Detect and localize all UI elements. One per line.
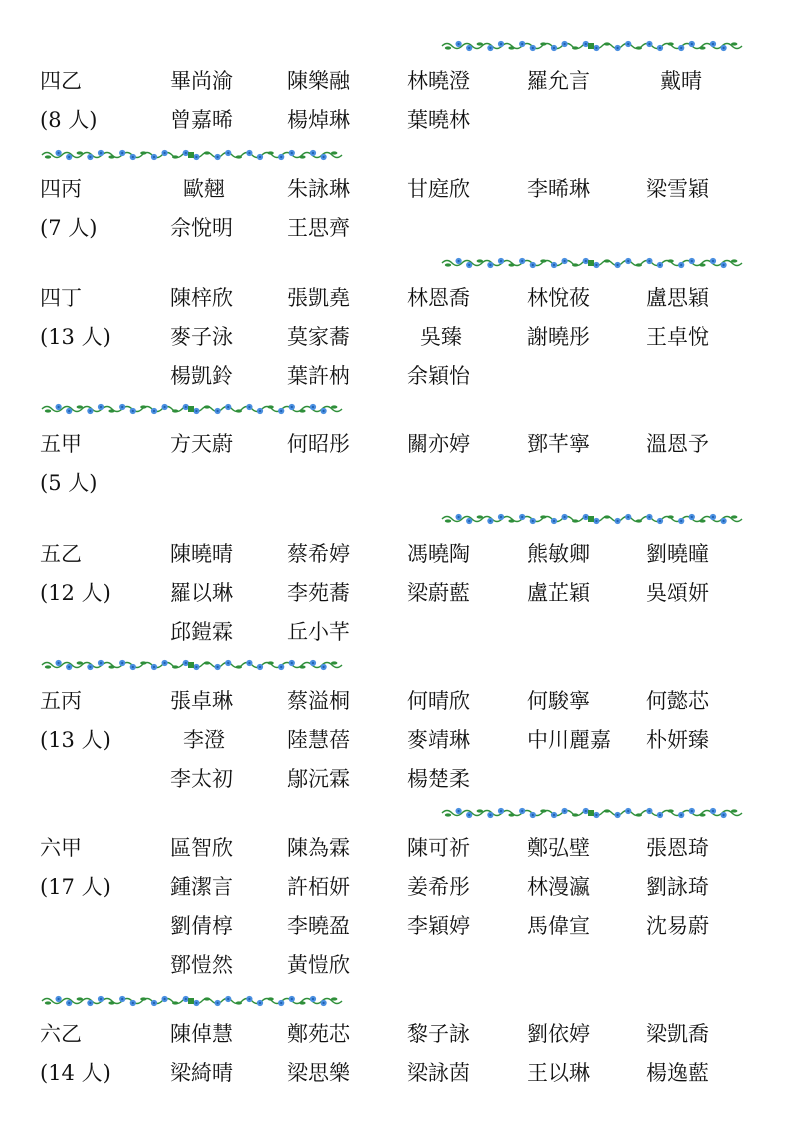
student-name: 丘小芊 bbox=[287, 620, 350, 644]
student-name: 林曉澄 bbox=[407, 69, 470, 93]
name-row bbox=[0, 1058, 800, 1088]
student-count: (12 人) bbox=[40, 581, 111, 605]
student-name: 羅以琳 bbox=[170, 581, 233, 605]
student-name: 鄔沅霖 bbox=[287, 767, 350, 791]
student-name: 麥靖琳 bbox=[407, 728, 470, 752]
name-row bbox=[0, 617, 800, 647]
student-name: 朱詠琳 bbox=[287, 177, 350, 201]
floral-vine-divider-icon bbox=[40, 657, 345, 673]
student-name: 謝曉彤 bbox=[527, 325, 590, 349]
name-row bbox=[0, 283, 800, 313]
name-row bbox=[0, 764, 800, 794]
student-name: 劉倩椁 bbox=[170, 914, 233, 938]
student-name: 黎子詠 bbox=[407, 1022, 470, 1046]
student-name: 王卓悅 bbox=[646, 325, 709, 349]
student-name: 鍾潔言 bbox=[170, 875, 233, 899]
student-name: 王以琳 bbox=[527, 1061, 590, 1085]
student-name: 劉依婷 bbox=[527, 1022, 590, 1046]
student-name: 鄭弘壁 bbox=[527, 836, 590, 860]
student-name: 梁詠茵 bbox=[407, 1061, 470, 1085]
student-name: 姜希彤 bbox=[407, 875, 470, 899]
name-row bbox=[0, 213, 800, 243]
student-name: 劉曉曈 bbox=[646, 542, 709, 566]
student-name: 畢尚渝 bbox=[170, 69, 233, 93]
student-name: 陸慧蓓 bbox=[287, 728, 350, 752]
student-name: 黃愷欣 bbox=[287, 953, 350, 977]
class-name: 五丙 bbox=[40, 689, 82, 713]
student-name: 羅允言 bbox=[527, 69, 590, 93]
student-name: 盧思穎 bbox=[646, 286, 709, 310]
name-row bbox=[0, 322, 800, 352]
student-count: (13 人) bbox=[40, 728, 111, 752]
student-name: 李太初 bbox=[170, 767, 233, 791]
student-count: (8 人) bbox=[40, 108, 98, 132]
student-name: 溫恩予 bbox=[646, 432, 709, 456]
student-count: (14 人) bbox=[40, 1061, 111, 1085]
student-name: 吳頌妍 bbox=[646, 581, 709, 605]
student-name: 方天蔚 bbox=[170, 432, 233, 456]
class-name: 六甲 bbox=[40, 836, 82, 860]
student-name: 邱鎧霖 bbox=[170, 620, 233, 644]
floral-vine-divider-icon bbox=[440, 38, 745, 54]
student-name: 楊楚柔 bbox=[407, 767, 470, 791]
student-name: 麥子泳 bbox=[170, 325, 233, 349]
student-name: 戴晴 bbox=[660, 69, 702, 93]
student-name: 鄧愷然 bbox=[170, 953, 233, 977]
student-name: 張恩琦 bbox=[646, 836, 709, 860]
student-name: 區智欣 bbox=[170, 836, 233, 860]
student-name: 許栢妍 bbox=[287, 875, 350, 899]
name-row bbox=[0, 429, 800, 459]
student-name: 吳臻 bbox=[420, 325, 462, 349]
name-row bbox=[0, 725, 800, 755]
student-name: 甘庭欣 bbox=[407, 177, 470, 201]
name-row bbox=[0, 539, 800, 569]
class-name: 五乙 bbox=[40, 542, 82, 566]
floral-vine-divider-icon bbox=[40, 993, 345, 1009]
student-name: 陳可祈 bbox=[407, 836, 470, 860]
student-name: 楊焯琳 bbox=[287, 108, 350, 132]
student-name: 陳樂融 bbox=[287, 69, 350, 93]
student-name: 朴妍臻 bbox=[646, 728, 709, 752]
student-name: 莫家蕎 bbox=[287, 325, 350, 349]
name-row bbox=[0, 468, 800, 498]
student-name: 梁綺晴 bbox=[170, 1061, 233, 1085]
student-name: 何懿芯 bbox=[646, 689, 709, 713]
student-name: 劉詠琦 bbox=[646, 875, 709, 899]
student-name: 曾嘉晞 bbox=[170, 108, 233, 132]
name-row bbox=[0, 833, 800, 863]
student-name: 李苑蕎 bbox=[287, 581, 350, 605]
student-name: 張凱堯 bbox=[287, 286, 350, 310]
student-name: 葉許枘 bbox=[287, 364, 350, 388]
class-name: 四乙 bbox=[40, 69, 82, 93]
class-name: 五甲 bbox=[40, 432, 82, 456]
student-name: 蔡溢桐 bbox=[287, 689, 350, 713]
name-row bbox=[0, 105, 800, 135]
name-row bbox=[0, 911, 800, 941]
student-name: 關亦婷 bbox=[407, 432, 470, 456]
class-name: 六乙 bbox=[40, 1022, 82, 1046]
student-name: 陳曉晴 bbox=[170, 542, 233, 566]
name-row bbox=[0, 361, 800, 391]
name-row bbox=[0, 1019, 800, 1049]
student-name: 陳為霖 bbox=[287, 836, 350, 860]
floral-vine-divider-icon bbox=[440, 511, 745, 527]
student-name: 鄭苑芯 bbox=[287, 1022, 350, 1046]
name-row bbox=[0, 950, 800, 980]
student-count: (5 人) bbox=[40, 471, 98, 495]
floral-vine-divider-icon bbox=[440, 805, 745, 821]
student-name: 李晞琳 bbox=[527, 177, 590, 201]
floral-vine-divider-icon bbox=[440, 255, 745, 271]
student-name: 楊逸藍 bbox=[646, 1061, 709, 1085]
student-name: 陳梓欣 bbox=[170, 286, 233, 310]
student-count: (7 人) bbox=[40, 216, 98, 240]
name-row bbox=[0, 872, 800, 902]
student-name: 梁雪穎 bbox=[646, 177, 709, 201]
class-name: 四丁 bbox=[40, 286, 82, 310]
student-name: 何晴欣 bbox=[407, 689, 470, 713]
student-name: 王思齊 bbox=[287, 216, 350, 240]
student-name: 盧芷穎 bbox=[527, 581, 590, 605]
student-name: 李曉盈 bbox=[287, 914, 350, 938]
student-name: 梁思樂 bbox=[287, 1061, 350, 1085]
floral-vine-divider-icon bbox=[40, 401, 345, 417]
student-name: 佘悅明 bbox=[170, 216, 233, 240]
student-name: 陳倬慧 bbox=[170, 1022, 233, 1046]
student-name: 李澄 bbox=[183, 728, 225, 752]
student-name: 余穎怡 bbox=[407, 364, 470, 388]
student-name: 楊凱鈴 bbox=[170, 364, 233, 388]
student-name: 林漫瀛 bbox=[527, 875, 590, 899]
student-name: 蔡希婷 bbox=[287, 542, 350, 566]
student-name: 林悅莜 bbox=[527, 286, 590, 310]
student-name: 葉曉林 bbox=[407, 108, 470, 132]
name-row bbox=[0, 174, 800, 204]
student-name: 鄧芊寧 bbox=[527, 432, 590, 456]
student-name: 林恩喬 bbox=[407, 286, 470, 310]
student-name: 梁蔚藍 bbox=[407, 581, 470, 605]
student-count: (17 人) bbox=[40, 875, 111, 899]
student-name: 梁凱喬 bbox=[646, 1022, 709, 1046]
student-name: 何駿寧 bbox=[527, 689, 590, 713]
student-name: 張卓琳 bbox=[170, 689, 233, 713]
name-row bbox=[0, 686, 800, 716]
student-name: 馬偉宣 bbox=[527, 914, 590, 938]
student-name: 馮曉陶 bbox=[407, 542, 470, 566]
student-name: 李穎婷 bbox=[407, 914, 470, 938]
student-name: 歐翹 bbox=[183, 177, 225, 201]
student-count: (13 人) bbox=[40, 325, 111, 349]
student-name: 沈易蔚 bbox=[646, 914, 709, 938]
name-row bbox=[0, 578, 800, 608]
student-name: 中川麗嘉 bbox=[527, 728, 611, 752]
name-row bbox=[0, 66, 800, 96]
student-name: 熊敏卿 bbox=[527, 542, 590, 566]
class-name: 四丙 bbox=[40, 177, 82, 201]
floral-vine-divider-icon bbox=[40, 147, 345, 163]
student-name: 何昭彤 bbox=[287, 432, 350, 456]
